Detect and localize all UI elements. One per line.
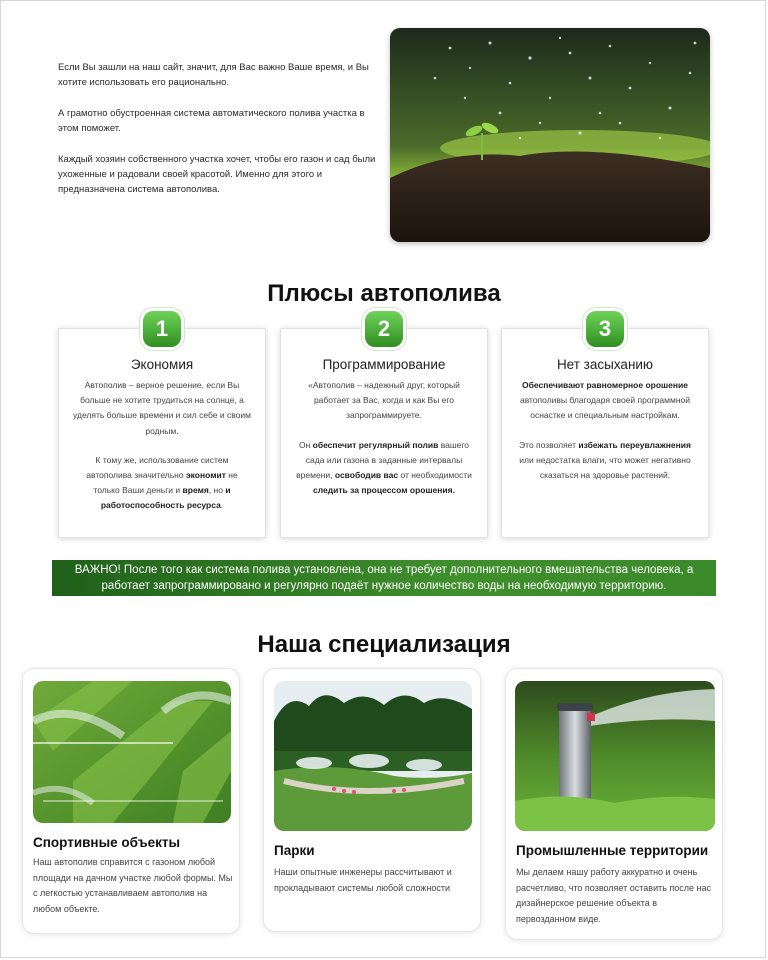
spec-description: Наши опытные инженеры рассчитывают и прокладывают системы любой сложности	[274, 867, 452, 893]
benefit-title: Программирование	[322, 357, 446, 372]
spec-title: Парки	[274, 843, 315, 858]
benefit-text-2: Это позволяет избежать переувлажнения или недостатка влаги, что может негативно сказаться на здоровье растений.	[519, 439, 691, 481]
important-banner: ВАЖНО! После того как система полива установлена, она не требует дополнительного вмешательства человека, а работает запрограммировано и регулярно подаёт нужное количество воды на необходимую территорию.	[52, 560, 716, 596]
benefit-text-2: Он обеспечит регулярный полив вашего сада или газона в заданные интервалы времени, освободив вас от необходимости следить за процессом орошения.	[296, 439, 472, 496]
spec-card-parks[interactable]	[263, 668, 481, 932]
benefit-card-economy	[58, 316, 266, 538]
number-badge-2: 2	[365, 311, 403, 347]
spec-card-sports[interactable]	[22, 668, 240, 934]
spec-title: Спортивные объекты	[33, 835, 181, 850]
specialization-title: Наша специализация	[257, 631, 511, 658]
number-badge-3: 3	[586, 311, 624, 347]
intro-text	[58, 60, 378, 213]
benefit-text-1: Автополив – верное решение, если Вы больше не хотите трудиться на солнце, а уделять больше времени и сил себе и своим родным.	[73, 380, 251, 436]
intro-paragraph-2: А грамотно обустроенная система автоматического полива участка в этом поможет.	[58, 108, 365, 134]
benefit-text-2: К тому же, использование систем автополива значительно экономит не только Ваши деньги и время, но и работоспособность ресурса.	[86, 454, 238, 511]
intro-paragraph-1: Если Вы зашли на наш сайт, значит, для Вас важно Ваше время, и Вы хотите использовать его рационально.	[58, 62, 369, 88]
benefit-text-1: Обеспечивают равномерное орошение автополивы благодаря своей программной оснастке и специальным настройкам.	[519, 380, 691, 421]
sprinkler-image	[515, 681, 715, 831]
spec-description: Мы делаем нашу работу аккуратно и очень расчетливо, что позволяет оставить после нас дизайнерское решение объекта в первозданном виде.	[516, 867, 712, 924]
spec-card-industrial[interactable]	[505, 668, 723, 940]
intro-photo-watering-sprout	[390, 28, 710, 242]
benefit-title: Нет засыханию	[556, 357, 654, 372]
spec-title: Промышленные территории	[516, 843, 709, 858]
benefit-card-programming	[280, 316, 488, 538]
benefits-title: Плюсы автополива	[267, 280, 501, 307]
benefit-text-1: «Автополив – надежный друг, который работает за Вас, когда и как Вы его запрограммируете.	[308, 380, 460, 421]
number-badge-1: 1	[143, 311, 181, 347]
benefit-title: Экономия	[130, 357, 194, 372]
benefit-card-no-drying	[501, 316, 709, 538]
park-image	[274, 681, 472, 831]
sports-field-image	[33, 681, 231, 823]
intro-paragraph-3: Каждый хозяин собственного участка хочет, чтобы его газон и сад были ухоженные и радовали своей красотой. Именно для этого и предназначена система автополива.	[58, 154, 376, 195]
spec-description: Наш автополив справится с газоном любой площади на дачном участке любой формы. Мы с легкостью устанавливаем автополив на любом объекте.	[33, 857, 233, 914]
